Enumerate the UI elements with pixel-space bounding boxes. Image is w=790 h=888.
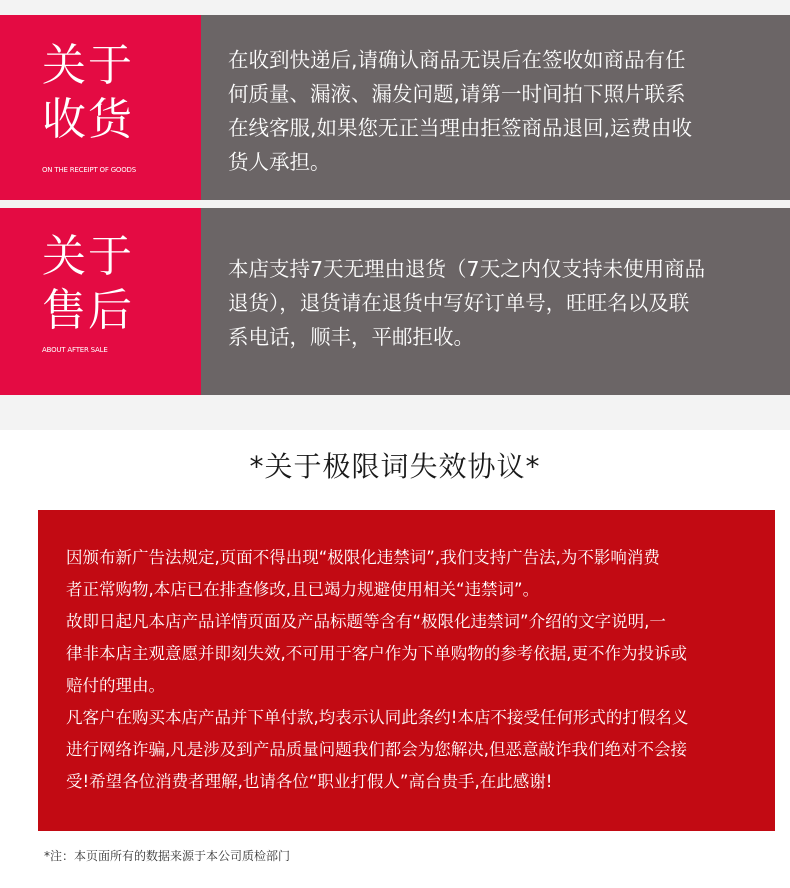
- agreement-line: 受!希望各位消费者理解,也请各位“职业打假人”高台贵手,在此感谢!: [66, 772, 553, 791]
- receipt-section: [0, 15, 790, 200]
- agreement-panel: [0, 430, 790, 888]
- after-sale-subtitle: ABOUT AFTER SALE: [42, 346, 108, 354]
- after-sale-label-block: [0, 208, 201, 395]
- after-sale-section: [0, 208, 790, 395]
- receipt-heading-line2: 收货: [42, 94, 134, 145]
- agreement-title: *关于极限词失效协议*: [249, 450, 541, 483]
- agreement-line: 因颁布新广告法规定,页面不得出现“极限化违禁词”,我们支持广告法,为不影响消费: [66, 548, 660, 567]
- receipt-text-line: 在线客服,如果您无正当理由拒签商品退回,运费由收: [228, 116, 693, 140]
- agreement-line: 者正常购物,本店已在排查修改,且已竭力规避使用相关“违禁词”。: [66, 580, 540, 599]
- source-note: *注：本页面所有的数据来源于本公司质检部门: [44, 849, 291, 863]
- agreement-line: 进行网络诈骗,凡是涉及到产品质量问题我们都会为您解决,但恶意敲诈我们绝对不会接: [66, 740, 687, 759]
- after-sale-text-line: 本店支持7天无理由退货（7天之内仅支持未使用商品: [228, 257, 706, 281]
- after-sale-text-line: 系电话，顺丰，平邮拒收。: [228, 325, 474, 349]
- receipt-text-line: 何质量、漏液、漏发问题,请第一时间拍下照片联系: [228, 82, 686, 106]
- after-sale-text: [201, 208, 790, 395]
- receipt-label-block: [0, 15, 201, 200]
- agreement-line: 律非本店主观意愿并即刻失效,不可用于客户作为下单购物的参考依据,更不作为投诉或: [66, 644, 687, 663]
- receipt-text-line: 货人承担。: [228, 150, 331, 174]
- receipt-subtitle: ON THE RECEIPT OF GOODS: [42, 166, 136, 174]
- agreement-box: [38, 510, 775, 831]
- receipt-heading-line1: 关于: [42, 40, 134, 91]
- after-sale-text-line: 退货），退货请在退货中写好订单号，旺旺名以及联: [228, 291, 690, 315]
- after-sale-heading-line1: 关于: [42, 231, 134, 282]
- receipt-text-line: 在收到快递后,请确认商品无误后在签收如商品有任: [228, 48, 686, 72]
- agreement-line: 故即日起凡本店产品详情页面及产品标题等含有“极限化违禁词”介绍的文字说明,一: [66, 612, 666, 631]
- agreement-line: 凡客户在购买本店产品并下单付款,均表示认同此条约!本店不接受任何形式的打假名义: [66, 708, 689, 727]
- after-sale-heading-line2: 售后: [42, 285, 134, 336]
- receipt-heading: [42, 39, 134, 147]
- receipt-text: [201, 15, 790, 200]
- after-sale-heading: [42, 230, 134, 338]
- agreement-line: 赔付的理由。: [66, 676, 165, 695]
